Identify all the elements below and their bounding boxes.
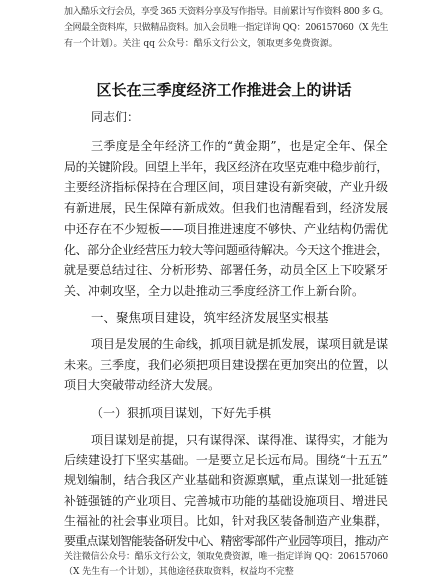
section-paragraph xyxy=(64,334,388,396)
header-notice-line: 有一个计划）。关注 qq 公众号：酷乐文行公文，领取更多免费资源。 xyxy=(64,39,338,49)
section-heading xyxy=(64,308,388,328)
section-line: 未来。三季度，我们必须把项目建设摆在更加突出的位置，以 xyxy=(64,357,388,372)
intro-line: 化、部分企业经营压力较大等问题亟待解决。今天这个推进会， xyxy=(64,242,388,257)
subsection-paragraph xyxy=(64,430,388,551)
intro-line: 就是要总结过往、分析形势、部署任务，动员全区上下咬紧牙 xyxy=(64,263,388,278)
header-notice-line: 加入酷乐文行会员，享受 365 天资料分享及写作指导。目前累计写作资料 800 多 G。 xyxy=(64,7,388,17)
salutation xyxy=(64,108,388,126)
intro-paragraph xyxy=(64,136,388,302)
intro-line: 三季度是全年经济工作的“黄金期”，也是定全年、保全 xyxy=(91,139,388,153)
header-notice xyxy=(64,4,388,52)
section-line: 项目大突破带动经济大发展。 xyxy=(64,378,221,392)
subsection-line: 规划编制，结合我区产业基础和资源禀赋，重点谋划一批延链 xyxy=(64,473,388,488)
intro-line: 局的关键阶段。回望上半年，我区经济在攻坚克难中稳步前行， xyxy=(64,159,388,174)
subsection-heading-text: （一）狠抓项目谋划，下好先手棋 xyxy=(91,406,272,420)
subsection-heading xyxy=(64,403,388,423)
subsection-line: 项目谋划是前提，只有谋得深、谋得准、谋得实，才能为 xyxy=(91,433,388,447)
intro-line: 关、冲刺攻坚，全力以赴推动三季度经济工作上新台阶。 xyxy=(64,283,365,298)
section-heading-text: 一、聚焦项目建设，筑牢经济发展坚实根基 xyxy=(91,310,329,325)
footer-notice-line: （X 先生有一个计划），其他途径获取资料，权益均不完整 xyxy=(64,566,294,577)
document-title: 区长在三季度经济工作推进会上的讲话 xyxy=(96,81,352,99)
section-line: 项目是发展的生命线，抓项目就是抓发展，谋项目就是谋 xyxy=(91,337,388,351)
footer-notice-line: 关注微信公众号：酷乐文行公文，领取免费资源，唯一指定详询 QQ：206157060 xyxy=(64,552,388,562)
subsection-line: 要重点谋划智能装备研发中心、精密零部件产业园等项目，推动产 xyxy=(64,534,388,549)
footer-notice xyxy=(64,550,388,579)
intro-line: 主要经济指标保持在合理区间，项目建设有新突破，产业升级 xyxy=(64,180,388,195)
header-notice-line: 全网最全资料库，只做精品资料。加入会员唯一指定详询 QQ：206157060（X 先生 xyxy=(64,23,388,33)
subsection-line: 生福祉的社会事业项目。比如，针对我区装备制造产业集群， xyxy=(64,513,388,528)
intro-line: 中还存在不少短板——项目推进速度不够快、产业结构仍需优 xyxy=(64,221,388,236)
subsection-line: 后续建设打下坚实基础。一是要立足长远布局。围绕“十五五” xyxy=(64,453,388,468)
intro-line: 有新进展，民生保障有新成效。但我们也清醒看到，经济发展 xyxy=(64,201,388,216)
subsection-line: 补链强链的产业项目、完善城市功能的基础设施项目、增进民 xyxy=(64,493,388,508)
salutation-text: 同志们： xyxy=(91,110,140,124)
